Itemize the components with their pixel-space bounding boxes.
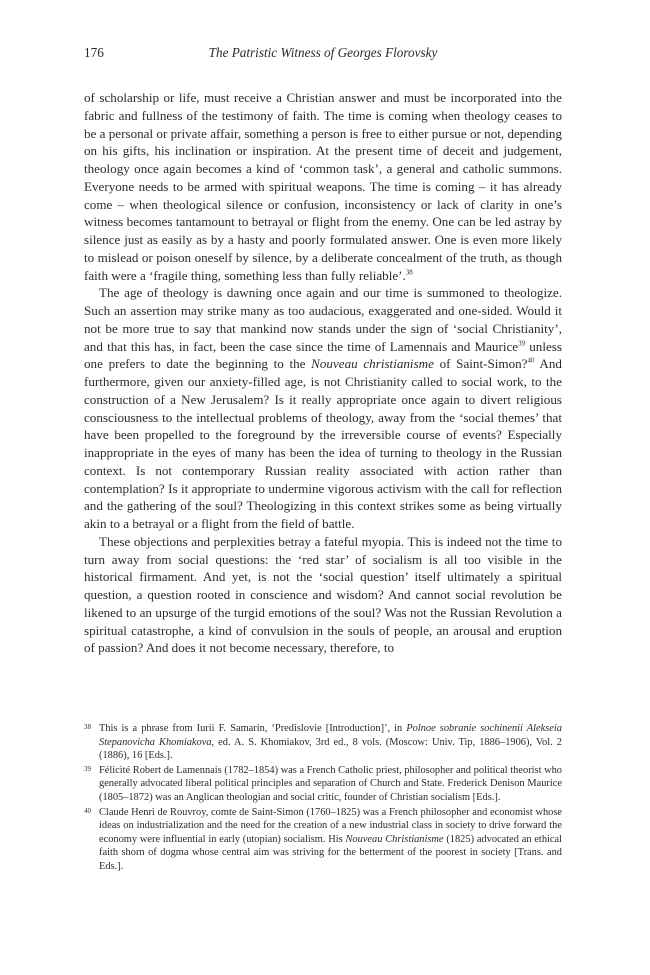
footnote-text: This is a phrase from Iurii F. Samarin, ‘Predislovie [Introduction]’, in xyxy=(99,723,407,734)
footnote-text: Félicité Robert de Lamennais (1782–1854) was a French Catholic priest, philosopher and political theorist who generally advocated liberal political principles and separation of Church and State. Frederick Denison Maurice (1805–1872) was an Anglican theologian and social critic, founder of Christian socialism [Eds.]. xyxy=(99,764,562,803)
paragraph-text: of Saint-Simon? xyxy=(433,356,528,372)
footnote-marker: 38 xyxy=(84,723,91,731)
footnote-text: Claude Henri de Rouvroy, comte de Saint-Simon (1760–1825) was a French philosopher and economist whose ideas on industrialization and the need for the creation of a new industrial class in society to drive forward the economy were influential in early (utopian) socialism. His xyxy=(99,806,562,845)
page-header xyxy=(84,42,562,64)
italic-title: Nouveau christianisme xyxy=(311,356,434,372)
paragraph-text: These objections and perplexities betray a fateful myopia. This is indeed not the time to turn away from social questions: the ‘red star’ of socialism is all too visible in the historical firmament. And yet, is not the ‘social question’ itself ultimately a spiritual question, a question rooted in conscience and wisdom? And cannot social revolution be likened to an upsurge of the turgid emotions of the soul? Was not the Russian Revolution a spiritual catastrophe, a kind of convulsion in the souls of people, an arousal and eruption of passion? And does it not become necessary, therefore, to xyxy=(84,533,562,656)
footnote-text: (1825) advocated an ethical faith shorn of dogma whose central aim was striving for the betterment of the poorest in society [Trans. and Eds.]. xyxy=(99,833,563,872)
paragraph-text: The age of theology is dawning once again and our time is summoned to theologize. Such an assertion may strike many as too audacious, exaggerated and one-sided. Would it not be more true to say that mankind now stands under the sign of ‘social Christianity’, and that this has, in fact, been the case since the time of Lamennais and Maurice xyxy=(84,285,562,354)
footnote-marker: 39 xyxy=(84,764,91,773)
footnotes xyxy=(84,722,562,875)
paragraph-text: And furthermore, given our anxiety-filled age, is not Christianity called to social work, to the construction of a New Jerusalem? Is it really appropriate once again to divert religious consciousness to the intellectual problems of theology, away from the ‘social themes’ that have been propelled to the foreground by the irreversible course of events? Especially inappropriate in the eyes of many has been the idea of turning to theology in the Russian context. Is not contemporary Russian reality associated with action rather than contemplation? Is it appropriate to undermine vigorous activism with the call for reflection and the gathering of the soul? Theologizing in this context strikes some as being virtually akin to a betrayal or a flight from the field of battle. xyxy=(84,356,562,531)
footnote xyxy=(84,764,562,805)
footnote-marker: 40 xyxy=(84,806,91,815)
paragraph xyxy=(84,284,562,533)
footnote xyxy=(84,806,562,874)
running-title: The Patristic Witness of Georges Florovsky xyxy=(208,45,438,60)
paragraph xyxy=(84,89,562,284)
footnote-text: , ed. A. S. Khomiakov, 3rd ed., 8 vols. (Moscow: Univ. Tip, 1886–1906), Vol. 2 (1886), 16 [Eds.]. xyxy=(99,736,562,762)
main-text xyxy=(84,89,562,657)
paragraph-text: of scholarship or life, must receive a Christian answer and must be incorporated into the fabric and fullness of the testimony of faith. The time is coming when theology ceases to be a personal or private affair, something a person is free to either pursue or not, depending on his gifts, his inclination or inspiration. At the present time of deceit and judgement, theology once again becomes a kind of ‘common task’, a general and catholic summons. Everyone needs to be armed with spiritual weapons. The time is coming – it has already come – when theological silence or confusion, inconsistency or lack of clarity in one’s witness becomes tantamount to betrayal or flight from the enemy. One can be led astray by silence just as easily as by a hasty and poorly formulated answer. One is even more likely to mislead or poison oneself by silence, by a deliberate concealment of the truth, as though faith were a ‘fragile thing, something less than fully reliable’. xyxy=(84,90,562,283)
paragraph-text: unless one prefers to date the beginning to the xyxy=(84,338,562,372)
paragraph xyxy=(84,533,562,657)
footnote-ref[interactable]: 39 xyxy=(518,339,526,348)
footnote-ref[interactable]: 40 xyxy=(527,356,535,365)
footnote xyxy=(84,722,562,763)
footnote-ref[interactable]: 38 xyxy=(405,268,413,277)
italic-title: Nouveau Christianisme xyxy=(345,833,444,845)
italic-title: Polnoe sobranie sochinenii Alekseia Stepanovicha Khomiakova xyxy=(99,723,562,748)
page-number: 176 xyxy=(84,45,104,60)
